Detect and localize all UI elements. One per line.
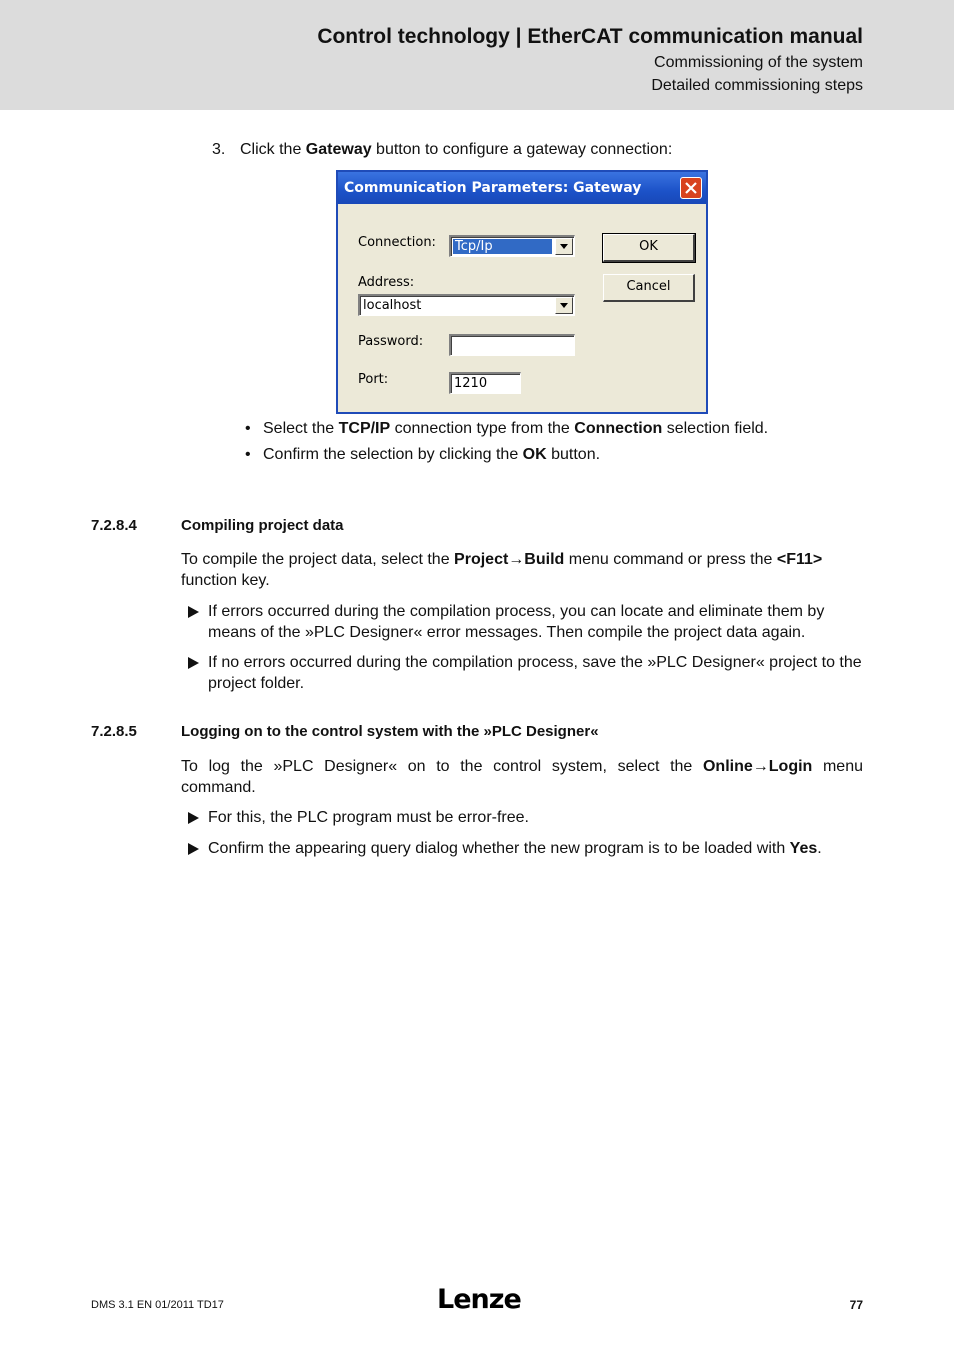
address-value: localhost bbox=[363, 298, 422, 313]
lenze-logo: Lenze bbox=[437, 1284, 521, 1315]
paragraph-text: To compile the project data, select the bbox=[181, 551, 455, 568]
step-text-post: button to configure a gateway connection: bbox=[371, 141, 673, 158]
connection-selected bbox=[453, 239, 552, 254]
bullet-text: Select the bbox=[263, 420, 339, 437]
list-item bbox=[245, 418, 768, 444]
connection-value: Tcp/Ip bbox=[455, 239, 493, 254]
bullet-icon: • bbox=[245, 420, 251, 437]
dialog-title-bar[interactable] bbox=[338, 172, 706, 204]
list-item bbox=[188, 838, 863, 859]
section-paragraph bbox=[181, 756, 863, 798]
port-label: Port: bbox=[358, 372, 389, 387]
triangle-right-icon bbox=[188, 812, 199, 824]
step-number: 3. bbox=[212, 141, 226, 158]
connection-select[interactable] bbox=[449, 235, 575, 257]
password-field[interactable] bbox=[449, 334, 575, 356]
header-title: Control technology | EtherCAT communication manual bbox=[317, 25, 863, 48]
paragraph-text: menu command or press the bbox=[564, 551, 777, 568]
list-item-text-part: Confirm the appearing query dialog whether the new program is to be loaded with bbox=[208, 840, 790, 857]
password-label: Password: bbox=[358, 334, 424, 349]
gateway-dialog bbox=[336, 170, 708, 414]
bullet-text: connection type from the bbox=[390, 420, 575, 437]
list-item-text-part: . bbox=[817, 840, 822, 857]
connection-dropdown-button[interactable] bbox=[555, 238, 573, 255]
bullet-bold: Connection bbox=[574, 420, 663, 437]
section-title: Logging on to the control system with the »PLC Designer« bbox=[181, 723, 599, 740]
step-text-pre: Click the bbox=[240, 141, 306, 158]
list-item-bold: Yes bbox=[789, 840, 818, 857]
key-name: <F11> bbox=[776, 551, 823, 568]
address-label: Address: bbox=[358, 275, 415, 290]
triangle-right-icon bbox=[188, 657, 199, 669]
step-text-bold: Gateway bbox=[305, 141, 372, 158]
address-select[interactable] bbox=[358, 294, 575, 316]
footer-doc-id: DMS 3.1 EN 01/2011 TD17 bbox=[91, 1299, 224, 1311]
list-item bbox=[245, 444, 768, 470]
bullet-text: Confirm the selection by clicking the bbox=[263, 446, 523, 463]
menu-name: Project bbox=[454, 551, 509, 568]
ok-button[interactable]: OK bbox=[603, 234, 695, 262]
section-number: 7.2.8.5 bbox=[91, 723, 137, 740]
section-title: Compiling project data bbox=[181, 517, 344, 534]
bullet-bold: TCP/IP bbox=[338, 420, 391, 437]
paragraph-text: To log the »PLC Designer« on to the control system, select the bbox=[181, 758, 703, 775]
list-item-text bbox=[208, 838, 863, 859]
connection-label: Connection: bbox=[358, 235, 436, 250]
step-3 bbox=[212, 141, 672, 159]
menu-name: Online bbox=[702, 758, 753, 775]
port-value: 1210 bbox=[454, 376, 488, 391]
triangle-right-icon bbox=[188, 843, 199, 855]
bullet-text: selection field. bbox=[662, 420, 769, 437]
paragraph-line: command. bbox=[181, 779, 256, 796]
list-item-text: If no errors occurred during the compilation process, save the »PLC Designer« project to the project folder. bbox=[208, 654, 862, 692]
step-bullet-list bbox=[245, 418, 768, 470]
menu-command: Build bbox=[524, 551, 565, 568]
close-button[interactable] bbox=[680, 177, 702, 199]
list-item bbox=[188, 652, 863, 694]
section-paragraph bbox=[181, 549, 863, 591]
list-item-text: If errors occurred during the compilation process, you can locate and eliminate them by means of the »PLC Designer« error messages. Then compile the project data again. bbox=[208, 603, 825, 641]
close-icon bbox=[685, 182, 697, 194]
menu-command: Login bbox=[768, 758, 813, 775]
section-number: 7.2.8.4 bbox=[91, 517, 137, 534]
paragraph-line bbox=[181, 756, 863, 777]
list-item bbox=[188, 807, 863, 828]
bullet-text: button. bbox=[546, 446, 601, 463]
paragraph-text: function key. bbox=[181, 572, 270, 589]
page-number: 77 bbox=[849, 1298, 863, 1312]
arrow-icon: → bbox=[508, 551, 525, 568]
bullet-icon: • bbox=[245, 446, 251, 463]
dialog-title: Communication Parameters: Gateway bbox=[344, 180, 642, 196]
cancel-button[interactable]: Cancel bbox=[603, 274, 695, 302]
arrow-icon: → bbox=[752, 758, 769, 775]
header-subtitle-2: Detailed commissioning steps bbox=[651, 77, 863, 94]
triangle-right-icon bbox=[188, 606, 199, 618]
chevron-down-icon bbox=[560, 303, 568, 308]
list-item bbox=[188, 601, 863, 643]
paragraph-text: menu bbox=[812, 758, 863, 775]
chevron-down-icon bbox=[560, 244, 568, 249]
bullet-bold: OK bbox=[522, 446, 547, 463]
header-subtitle-1: Commissioning of the system bbox=[654, 54, 863, 71]
port-field[interactable] bbox=[449, 372, 521, 394]
page-header bbox=[0, 0, 954, 110]
list-item-text: For this, the PLC program must be error-free. bbox=[208, 809, 529, 826]
address-dropdown-button[interactable] bbox=[555, 297, 573, 314]
